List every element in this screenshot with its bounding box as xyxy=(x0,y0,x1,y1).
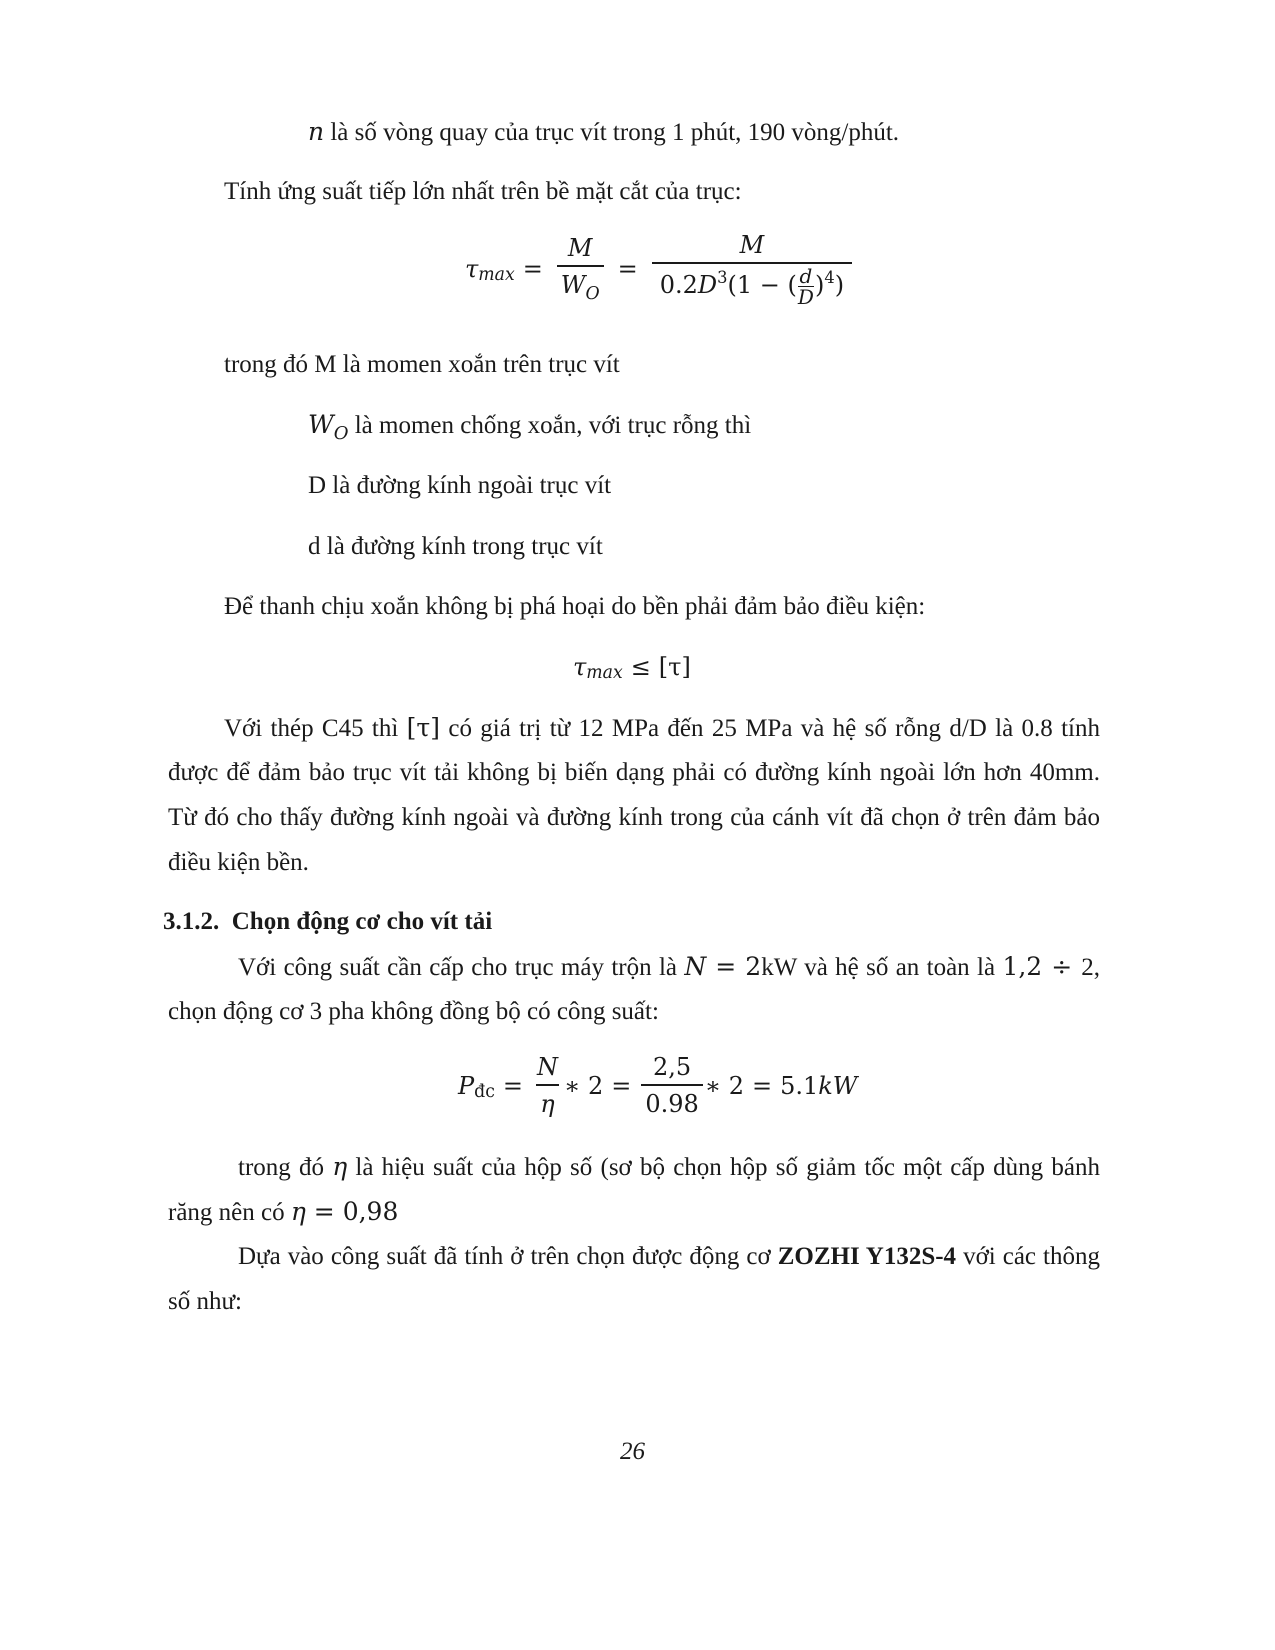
page-number: 26 xyxy=(620,1438,645,1465)
fraction-M-over-polar: M $0.2D^3(1$ − ( $\frac{d}{D}$ )$^4$) xyxy=(652,230,852,307)
text-line-d-definition: d là đường kính trong trục vít xyxy=(308,533,603,560)
text-line-stress-intro: Tính ứng suất tiếp lớn nhất trên bề mặt cắt của trục: xyxy=(224,178,742,205)
paragraph-c45-line-1: Với thép C45 thì [τ] có giá trị từ 12 MPa đến 25 MPa và hệ số rỗng d/D là 0.8 tính xyxy=(224,713,1101,742)
paragraph-efficiency-line-2: răng nên có η = 0,98 xyxy=(168,1197,399,1226)
paragraph-c45-line-2: được để đảm bảo trục vít tải không bị biến dạng phải có đường kính ngoài lớn hơn 40mm. xyxy=(168,759,1100,786)
equation-strength-condition: τ max ≤ [τ] xyxy=(573,653,691,684)
text-line-condition-intro: Để thanh chịu xoắn không bị phá hoại do bền phải đảm bảo điều kiện: xyxy=(224,593,926,620)
equation-motor-power: P đc = $\frac{N}{\eta}$ ∗ 2 = $\frac{2,5}{0.98}$ ∗ 2 = 5.1 kW xyxy=(458,1053,858,1118)
fraction-2.5-over-0.98: $\frac{2,5}{0.98}$ xyxy=(641,1052,702,1120)
text-line-Wo-definition: $W_O$ là momen chống xoắn, với trục rỗng thì xyxy=(308,410,752,445)
fraction-N-over-eta: $\frac{N}{\eta}$ xyxy=(537,1053,558,1118)
paragraph-power-line-1: Với công suất cần cấp cho trục máy trộn là N = 2kW và hệ số an toàn là 1,2 ÷ 2, xyxy=(238,952,1101,981)
paragraph-motor-line-2: số như: xyxy=(168,1288,242,1315)
var-n: n xyxy=(308,117,325,146)
fraction-M-over-Wo: $\frac{M}{W_O}$ xyxy=(557,233,604,304)
text-line-M-definition: trong đó M là momen xoắn trên trục vít xyxy=(224,351,620,378)
motor-model: ZOZHI Y132S-4 xyxy=(777,1243,957,1270)
paragraph-efficiency-line-1: trong đó η là hiệu suất của hộp số (sơ bộ chọn hộp số giảm tốc một cấp dùng bánh xyxy=(238,1152,1100,1181)
section-heading: 3.1.2. Chọn động cơ cho vít tải xyxy=(163,908,493,935)
equation-tau-max: τ max = $\frac{M}{W_O}$ = M $0.2D^3(1$ − ( $\frac{d}{D}$ )$^4$) xyxy=(465,230,858,307)
paragraph-c45-line-4: điều kiện bền. xyxy=(168,849,309,876)
text-line-n-definition: n là số vòng quay của trục vít trong 1 phút, 190 vòng/phút. xyxy=(308,117,900,146)
paragraph-motor-line-1: Dựa vào công suất đã tính ở trên chọn được động cơ ZOZHI Y132S-4 với các thông xyxy=(238,1243,1100,1270)
fraction-d-over-D: $\frac{d}{D}$ xyxy=(797,264,814,309)
text-line-D-definition: D là đường kính ngoài trục vít xyxy=(308,472,612,499)
paragraph-c45-line-3: Từ đó cho thấy đường kính ngoài và đường kính trong của cánh vít đã chọn ở trên đảm bảo xyxy=(168,804,1100,831)
paragraph-power-line-2: chọn động cơ 3 pha không đồng bộ có công suất: xyxy=(168,998,659,1025)
